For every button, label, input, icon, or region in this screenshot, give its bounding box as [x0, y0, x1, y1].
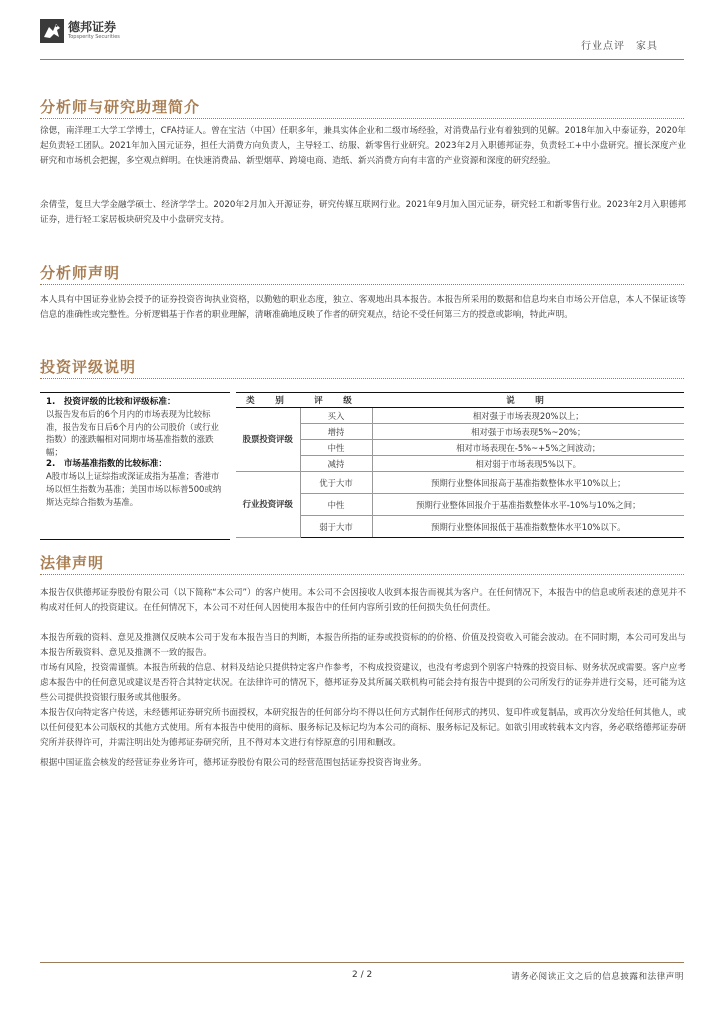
section-title-analyst-intro: 分析师与研究助理简介 — [40, 98, 201, 116]
rating-level: 中性 — [300, 494, 372, 516]
criteria-heading-2: 2. 市场基准指数的比较标准： — [46, 459, 167, 470]
dragon-logo-icon — [40, 19, 64, 43]
footer-disclaimer: 请务必阅读正文之后的信息披露和法律声明 — [511, 972, 684, 982]
rating-level: 中性 — [300, 440, 372, 456]
rating-description: 相对市场表现在-5%~+5%之间波动； — [372, 440, 684, 456]
section-divider — [40, 284, 684, 285]
header-level: 评 级 — [300, 393, 372, 408]
logo-name-en: Topsperity Securities — [68, 34, 120, 40]
table-row — [236, 472, 684, 494]
rating-description: 相对强于市场表现5%~20%； — [372, 424, 684, 440]
analyst-statement-text: 本人具有中国证券业协会授予的证券投资咨询执业资格，以勤勉的职业态度，独立、客观地出具本报告。本报告所采用的数据和信息均来自市场公开信息，本人不保证该等信息的准确性或完整性。分析逻辑基于作者的职业理解，清晰准确地反映了作者的研究观点，结论不受任何第三方的授意或影响，特此声明。 — [40, 295, 686, 320]
legal-para-1: 本报告仅供德邦证券股份有限公司（以下简称“本公司”）的客户使用。本公司不会因接收人收到本报告而视其为客户。在任何情况下，本报告中的信息或所表述的意见并不构成对任何人的投资建议。在任何情况下，本公司不对任何人因使用本报告中的任何内容所引致的任何损失负任何责任。 — [40, 588, 686, 613]
criteria-heading-1: 1. 投资评级的比较和评级标准： — [46, 397, 176, 407]
table-header-row — [236, 393, 684, 408]
rating-table — [236, 392, 684, 538]
footer-divider — [40, 962, 684, 963]
header-category: 类 别 — [236, 393, 300, 408]
report-category: 行业点评 家具 — [581, 41, 658, 52]
table-row — [236, 494, 684, 516]
legal-para-4: 本报告仅向特定客户传送，未经德邦证券研究所书面授权，本研究报告的任何部分均不得以任何方式制作任何形式的拷贝、复印件或复制品，或再次分发给任何其他人，或以任何侵犯本公司版权的其他方式使用。所有本报告中使用的商标、服务标记及标记均为本公司的商标、服务标记及标记。如欲引用或转载本文内容，务必联络德邦证券研究所并获得许可，并需注明出处为德邦证券研究所，且不得对本文进行有悖原意的引用和删改。 — [40, 708, 686, 748]
industry-rating-category: 行业投资评级 — [236, 472, 300, 538]
table-row — [236, 456, 684, 472]
analyst-bio-xu: 徐偲，南洋理工大学工学博士，CFA持证人。曾在宝洁（中国）任职多年，兼具实体企业和二级市场经验，对消费品行业有着独到的见解。2018年加入中泰证券，2020年起负责轻工团队。2021年加入国元证券，担任大消费方向负责人，主导轻工、纺服、新零售行业研究。2023年2月入职德邦证券，负责轻工+中小盘研究。擅长深度产业研究和市场机会把握，多空观点鲜明。在快速消费品、新型烟草、跨境电商、造纸、新兴消费方向有丰富的产业资源和深度的研究经验。 — [40, 126, 686, 166]
rating-description: 预期行业整体回报介于基准指数整体水平-10%与10%之间； — [372, 494, 684, 516]
stock-rating-category: 股票投资评级 — [236, 408, 300, 472]
legal-para-5: 根据中国证监会核发的经营证券业务许可，德邦证券股份有限公司的经营范围包括证券投资咨询业务。 — [40, 758, 427, 768]
section-divider — [40, 574, 684, 575]
rating-description: 相对弱于市场表现5%以下。 — [372, 456, 684, 472]
table-row — [236, 424, 684, 440]
logo-name-cn: 德邦证券 — [68, 20, 117, 34]
table-row — [236, 516, 684, 538]
rating-description: 相对强于市场表现20%以上； — [372, 408, 684, 424]
company-logo — [40, 16, 150, 46]
rating-description: 预期行业整体回报高于基准指数整体水平10%以上； — [372, 472, 684, 494]
rating-level: 优于大市 — [300, 472, 372, 494]
page-header — [40, 14, 684, 60]
legal-para-3: 市场有风险，投资需谨慎。本报告所载的信息、材料及结论只提供特定客户作参考，不构成投资建议，也没有考虑到个别客户特殊的投资目标、财务状况或需要。客户应考虑本报告中的任何意见或建议是否符合其特定状况。在法律许可的情况下，德邦证券及其所属关联机构可能会持有报告中提到的公司所发行的证券并进行交易，还可能为这些公司提供投资银行服务或其他服务。 — [40, 663, 686, 703]
section-title-rating: 投资评级说明 — [40, 358, 137, 376]
section-title-legal: 法律声明 — [40, 554, 105, 572]
rating-level: 减持 — [300, 456, 372, 472]
criteria-text-1: 以报告发布后的6个月内的市场表现为比较标准，报告发布日后6个月内的公司股价（或行业指数）的涨跌幅相对同期市场基准指数的涨跌幅； — [46, 409, 219, 457]
legal-para-2: 本报告所载的资料、意见及推测仅反映本公司于发布本报告当日的判断，本报告所指的证券或投资标的的价格、价值及投资收入可能会波动。在不同时期，本公司可发出与本报告所载资料、意见及推测不一致的报告。 — [40, 633, 686, 658]
rating-description: 预期行业整体回报低于基准指数整体水平10%以下。 — [372, 516, 684, 538]
rating-section — [40, 392, 684, 540]
table-row — [236, 440, 684, 456]
section-divider — [40, 118, 684, 119]
rating-level: 买入 — [300, 408, 372, 424]
criteria-text-2: A股市场以上证综指或深证成指为基准；香港市场以恒生指数为基准；美国市场以标普500或纳斯达克综合指数为基准。 — [46, 471, 222, 507]
table-row — [236, 408, 684, 424]
page-number: 2 / 2 — [352, 970, 373, 980]
rating-level: 弱于大市 — [300, 516, 372, 538]
section-title-analyst-statement: 分析师声明 — [40, 264, 121, 282]
rating-level: 增持 — [300, 424, 372, 440]
analyst-bio-yu: 余倩莹，复旦大学金融学硕士、经济学学士。2020年2月加入开源证券，研究传媒互联网行业。2021年9月加入国元证券，研究轻工和新零售行业。2023年2月入职德邦证券，进行轻工家居板块研究及中小盘研究支持。 — [40, 200, 686, 225]
section-divider — [40, 378, 684, 379]
rating-criteria — [40, 392, 230, 540]
header-description: 说 明 — [372, 393, 684, 408]
